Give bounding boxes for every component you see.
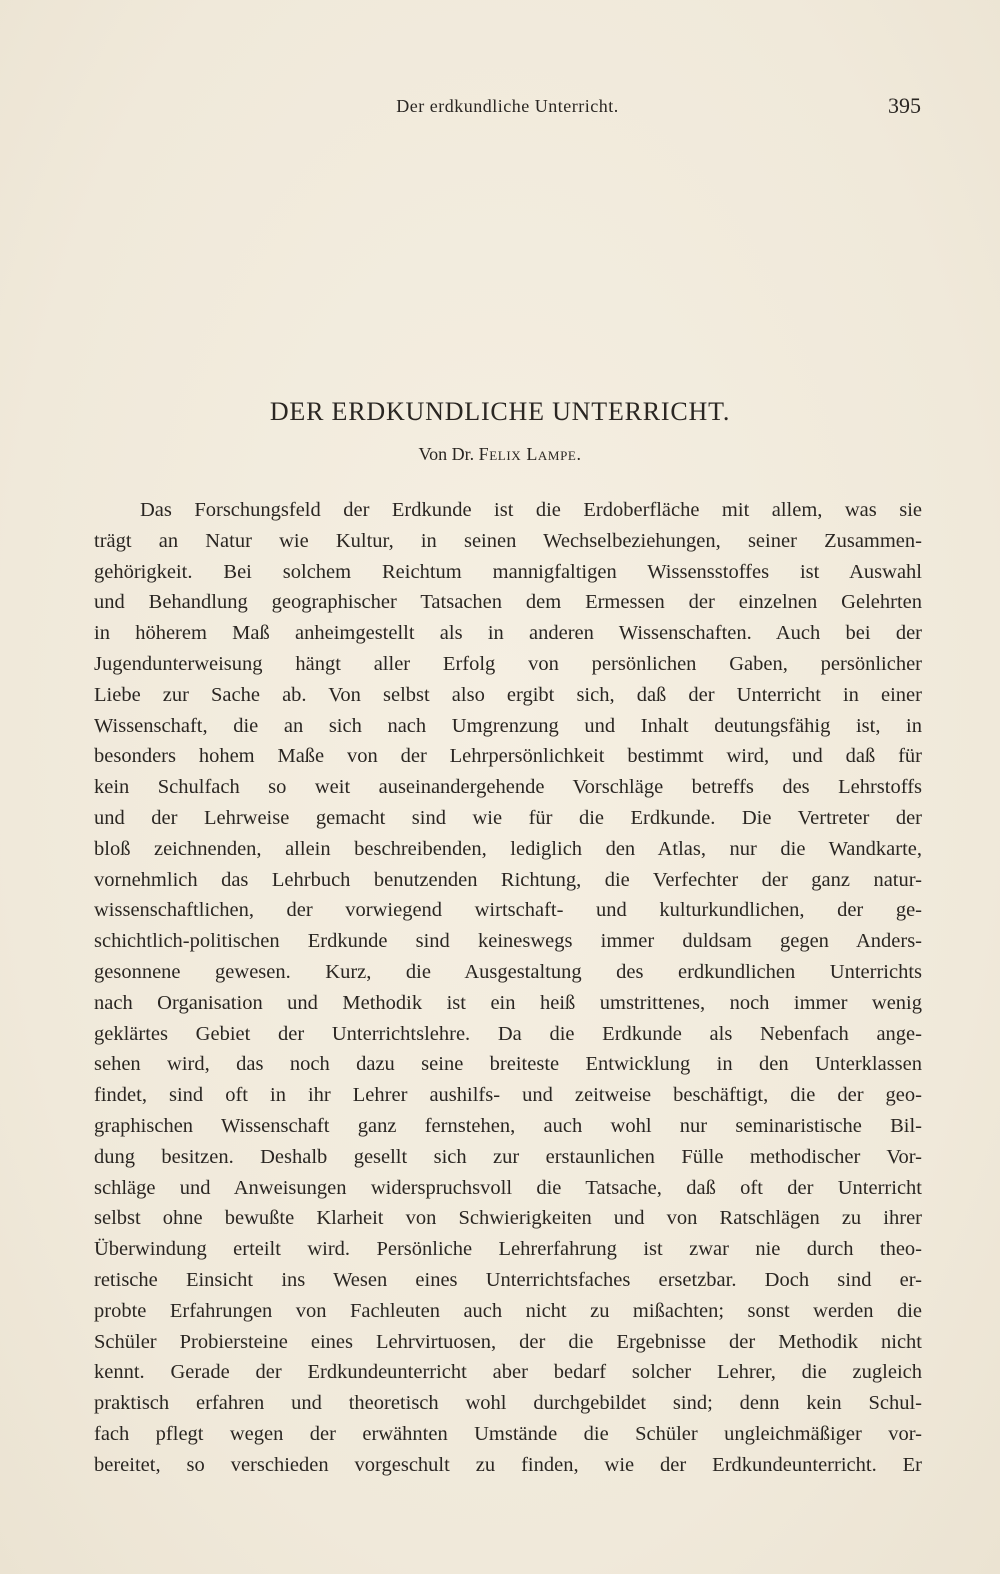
text-line: schichtlich-politischen Erdkunde sind keineswegs immer duldsam gegen Anders- xyxy=(94,930,922,953)
article-title: DER ERDKUNDLICHE UNTERRICHT. xyxy=(269,397,731,426)
text-line: bloß zeichnenden, allein beschreibenden, lediglich den Atlas, nur die Wandkarte, xyxy=(94,837,922,860)
text-line: und der Lehrweise gemacht sind wie für die Erdkunde. Die Vertreter der xyxy=(94,806,922,829)
running-header xyxy=(94,93,921,120)
text-line: Schüler Probiersteine eines Lehrvirtuosen, der die Ergebnisse der Methodik nicht xyxy=(94,1330,922,1353)
text-line: retische Einsicht ins Wesen eines Unterrichtsfaches ersetzbar. Doch sind er- xyxy=(94,1268,922,1291)
text-line: Überwindung erteilt wird. Persönliche Lehrerfahrung ist zwar nie durch theo- xyxy=(94,1238,922,1261)
text-line: findet, sind oft in ihr Lehrer aushilfs- und zeitweise beschäftigt, die der geo- xyxy=(94,1084,922,1107)
text-line: Wissenschaft, die an sich nach Umgrenzung und Inhalt deutungsfähig ist, in xyxy=(94,714,922,737)
text-line: sehen wird, das noch dazu seine breiteste Entwicklung in den Unterklassen xyxy=(94,1053,922,1076)
text-line: kennt. Gerade der Erdkundeunterricht aber bedarf solcher Lehrer, die zugleich xyxy=(94,1361,922,1384)
text-line: nach Organisation und Methodik ist ein heiß umstrittenes, noch immer wenig xyxy=(94,991,922,1014)
text-line: Das Forschungsfeld der Erdkunde ist die Erdoberfläche mit allem, was sie xyxy=(140,499,922,521)
body-paragraph xyxy=(94,495,922,1481)
text-line: probte Erfahrungen von Fachleuten auch nicht zu mißachten; sonst werden die xyxy=(94,1299,922,1322)
text-line: gehörigkeit. Bei solchem Reichtum mannigfaltigen Wissensstoffes ist Auswahl xyxy=(94,560,922,583)
text-line: kein Schulfach so weit auseinandergehende Vorschläge betreffs des Lehrstoffs xyxy=(94,776,922,799)
text-line: selbst ohne bewußte Klarheit von Schwierigkeiten und von Ratschlägen zu ihrer xyxy=(94,1207,922,1230)
page-number: 395 xyxy=(888,93,921,118)
author-prefix: Von Dr. xyxy=(418,444,475,464)
text-line: Liebe zur Sache ab. Von selbst also ergibt sich, daß der Unterricht in einer xyxy=(94,683,922,706)
text-line: in höherem Maß anheimgestellt als in anderen Wissenschaften. Auch bei der xyxy=(94,622,922,645)
running-title: Der erdkundliche Unterricht. xyxy=(396,96,619,116)
text-line: besonders hohem Maße von der Lehrpersönlichkeit bestimmt wird, und daß für xyxy=(94,745,922,768)
text-line: und Behandlung geographischer Tatsachen dem Ermessen der einzelnen Gelehrten xyxy=(94,591,922,614)
author-line xyxy=(0,444,1000,465)
text-line: dung besitzen. Deshalb gesellt sich zur erstaunlichen Fülle methodischer Vor- xyxy=(94,1145,922,1168)
text-line: fach pflegt wegen der erwähnten Umstände die Schüler ungleichmäßiger vor- xyxy=(94,1422,922,1445)
author-name: Felix Lampe. xyxy=(478,444,582,464)
text-line: wissenschaftlichen, der vorwiegend wirtschaft- und kulturkundlichen, der ge- xyxy=(94,899,922,922)
text-line: praktisch erfahren und theoretisch wohl durchgebildet sind; denn kein Schul- xyxy=(94,1392,922,1415)
text-line: bereitet, so verschieden vorgeschult zu finden, wie der Erdkundeunterricht. Er xyxy=(94,1453,922,1476)
text-line: gesonnene gewesen. Kurz, die Ausgestaltung des erdkundlichen Unterrichts xyxy=(94,960,922,983)
text-line: trägt an Natur wie Kultur, in seinen Wechselbeziehungen, seiner Zusammen- xyxy=(94,529,922,552)
text-line: Jugendunterweisung hängt aller Erfolg von persönlichen Gaben, persönlicher xyxy=(94,652,922,675)
text-line: graphischen Wissenschaft ganz fernstehen, auch wohl nur seminaristische Bil- xyxy=(94,1114,922,1137)
text-line: vornehmlich das Lehrbuch benutzenden Richtung, die Verfechter der ganz natur- xyxy=(94,868,922,891)
text-line: schläge und Anweisungen widerspruchsvoll die Tatsache, daß oft der Unterricht xyxy=(94,1176,922,1199)
text-line: geklärtes Gebiet der Unterrichtslehre. Da die Erdkunde als Nebenfach ange- xyxy=(94,1022,922,1045)
